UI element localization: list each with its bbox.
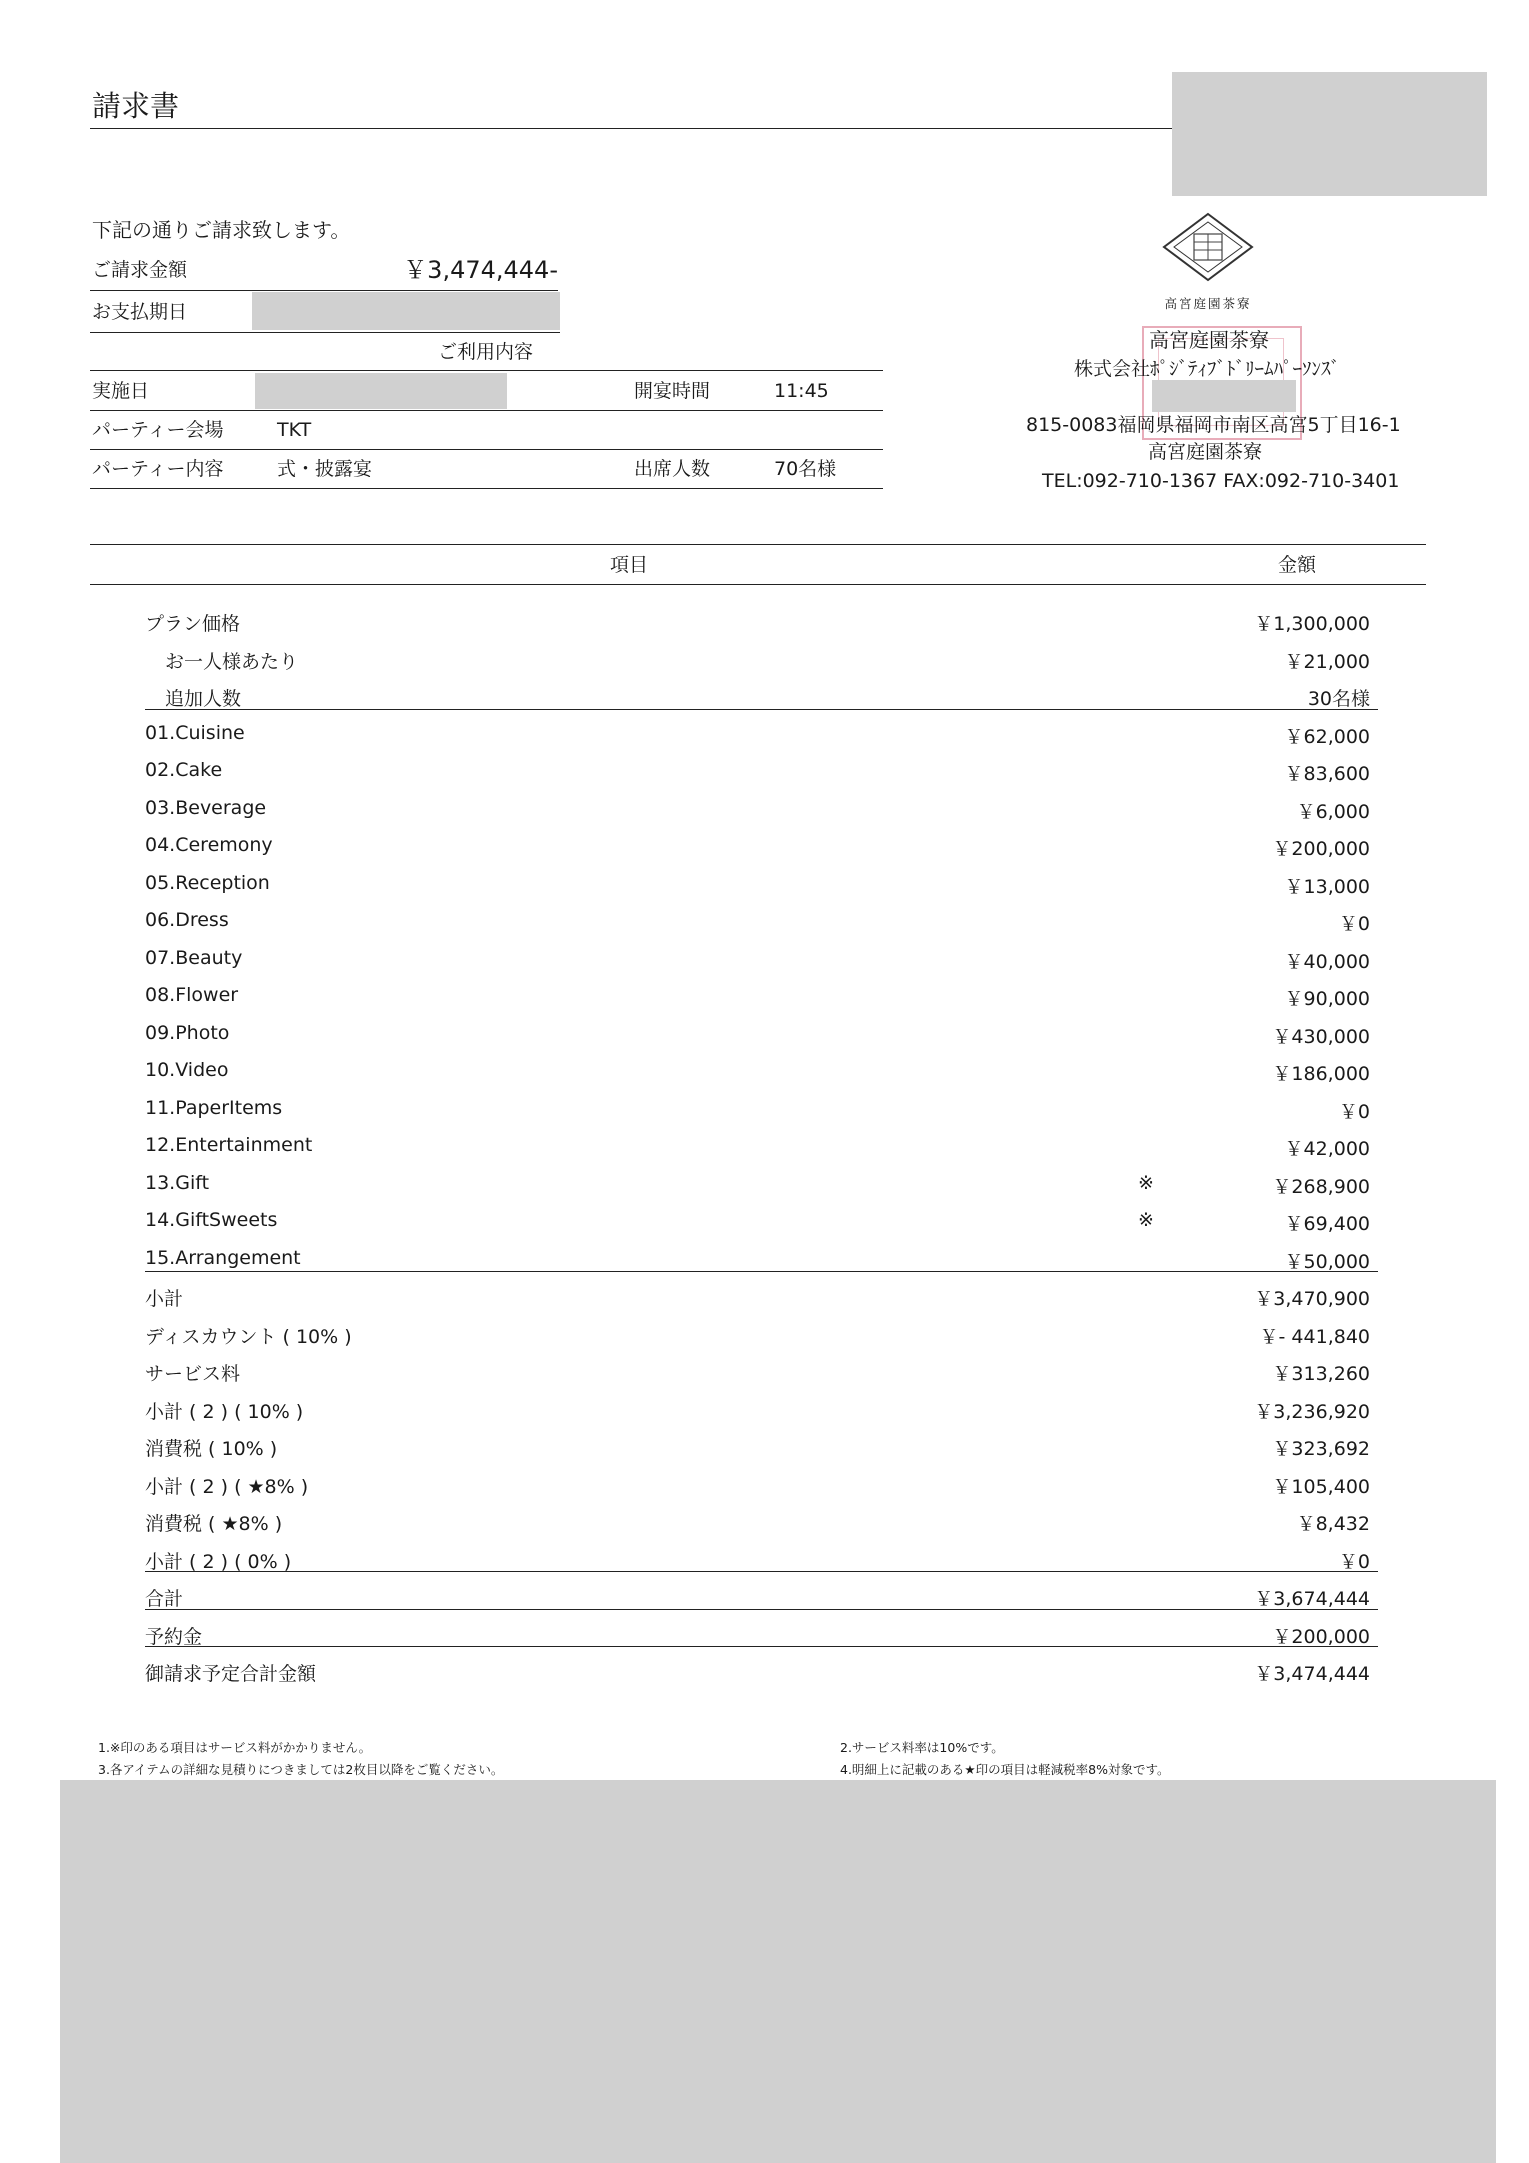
item-row <box>145 1201 1370 1238</box>
summary-row-amount: ￥105,400 <box>1272 1475 1370 1498</box>
summary-row-amount: ￥- 441,840 <box>1259 1325 1370 1348</box>
item-row-amount: ￥42,000 <box>1284 1138 1370 1160</box>
total-row-amount: ￥3,674,444 <box>1254 1588 1370 1610</box>
summary-row-label: 小計 ( 2 ) ( 0% ) <box>145 1550 292 1573</box>
usage-top-rule <box>90 370 883 371</box>
item-row-amount: ￥6,000 <box>1296 800 1370 823</box>
item-row-label: 08.Flower <box>145 984 239 1006</box>
usage-section-title: ご利用内容 <box>438 341 534 363</box>
item-row <box>145 1239 1370 1276</box>
item-row-label: 09.Photo <box>145 1021 230 1044</box>
event-date-redacted <box>255 373 507 409</box>
item-row-amount: ￥186,000 <box>1272 1063 1370 1085</box>
party-content-label: パーティー内容 <box>92 458 224 480</box>
item-row-amount: ￥83,600 <box>1284 763 1370 785</box>
item-row-amount: ￥0 <box>1338 913 1370 935</box>
summary-row <box>145 1539 1370 1576</box>
plan-row <box>145 676 1370 713</box>
summary-row-amount: ￥0 <box>1338 1550 1370 1573</box>
billing-amount-label: ご請求金額 <box>92 259 188 281</box>
deposit-row <box>145 1614 1370 1651</box>
summary-row-label: 小計 ( 2 ) ( 10% ) <box>145 1400 304 1423</box>
due-date-redacted <box>252 292 560 330</box>
item-row-label: 13.Gift <box>145 1171 210 1194</box>
start-time-label: 開宴時間 <box>634 380 711 402</box>
summary-row-amount: ￥323,692 <box>1272 1438 1370 1460</box>
summary-row <box>145 1501 1370 1538</box>
item-row <box>145 1014 1370 1051</box>
billing-amount-rule <box>90 290 558 291</box>
redacted-block-bottom <box>60 1780 1496 2163</box>
note-1: 1.※印のある項目はサービス料がかかりません。 <box>98 1740 372 1755</box>
total-rule <box>145 1609 1378 1610</box>
start-time-value: 11:45 <box>774 380 829 402</box>
due-date-label: お支払期日 <box>92 301 188 323</box>
item-row-amount: ￥40,000 <box>1284 950 1370 973</box>
company-address: 815-0083福岡県福岡市南区高宮5丁目16-1 <box>1026 414 1401 436</box>
item-row-amount: ￥62,000 <box>1284 725 1370 748</box>
company-contact: TEL:092-710-1367 FAX:092-710-3401 <box>1042 470 1400 492</box>
plan-section-rule <box>145 709 1378 710</box>
item-row-label: 14.GiftSweets <box>145 1209 278 1231</box>
item-row-label: 02.Cake <box>145 759 223 781</box>
venue-label: パーティー会場 <box>92 419 224 441</box>
item-row-amount: ￥0 <box>1338 1100 1370 1123</box>
item-row-mark: ※ <box>1138 1209 1154 1231</box>
intro-text: 下記の通りご請求致します。 <box>92 218 351 242</box>
summary-row-label: 消費税 ( ★8% ) <box>145 1513 283 1535</box>
usage-rule-2 <box>90 449 883 450</box>
item-row <box>145 826 1370 863</box>
summary-row <box>145 1276 1370 1313</box>
deposit-rule <box>145 1646 1378 1647</box>
redacted-block-top-right <box>1172 72 1487 196</box>
item-row-label: 07.Beauty <box>145 946 243 969</box>
item-row-amount: ￥90,000 <box>1284 988 1370 1010</box>
document-title: 請求書 <box>92 89 180 123</box>
table-top-rule <box>90 544 1426 545</box>
item-row-label: 15.Arrangement <box>145 1246 301 1269</box>
plan-row <box>145 639 1370 676</box>
total-row-label: 合計 <box>145 1588 184 1610</box>
plan-row-amount: ￥21,000 <box>1284 650 1370 673</box>
company-logo-caption: 高宮庭園茶寮 <box>1164 296 1252 311</box>
summary-row-label: 小計 <box>145 1288 184 1310</box>
item-row <box>145 1089 1370 1126</box>
party-content-value: 式・披露宴 <box>277 458 373 480</box>
company-redacted-line <box>1152 380 1296 412</box>
item-row <box>145 901 1370 938</box>
summary-row <box>145 1314 1370 1351</box>
item-row <box>145 976 1370 1013</box>
usage-rule-1 <box>90 410 883 411</box>
item-row-mark: ※ <box>1138 1171 1154 1194</box>
grand-total-row <box>145 1651 1370 1688</box>
items-section-rule <box>145 1271 1378 1272</box>
plan-row <box>145 601 1370 638</box>
item-row <box>145 864 1370 901</box>
item-row <box>145 789 1370 826</box>
summary-row <box>145 1426 1370 1463</box>
company-name: 株式会社ﾎﾟｼﾞﾃｨﾌﾞﾄﾞﾘｰﾑﾊﾟｰｿﾝｽﾞ <box>1074 358 1341 380</box>
note-3: 3.各アイテムの詳細な見積りにつきましては2枚目以降をご覧ください。 <box>98 1762 504 1777</box>
plan-row-label: プラン価格 <box>145 613 241 635</box>
item-row-label: 10.Video <box>145 1059 229 1081</box>
item-row-label: 05.Reception <box>145 871 270 894</box>
item-row-label: 04.Ceremony <box>145 834 273 856</box>
summary-row-label: サービス料 <box>145 1363 241 1385</box>
summary-row-amount: ￥8,432 <box>1296 1513 1370 1535</box>
attendees-label: 出席人数 <box>634 458 711 480</box>
item-row-amount: ￥430,000 <box>1272 1025 1370 1048</box>
venue-value: TKT <box>277 419 312 441</box>
usage-rule-3 <box>90 488 883 489</box>
table-header-rule <box>90 584 1426 585</box>
summary-row-amount: ￥313,260 <box>1272 1363 1370 1385</box>
total-row <box>145 1576 1370 1613</box>
company-stamp-name: 高宮庭園茶寮 <box>1149 328 1269 352</box>
item-row-amount: ￥268,900 <box>1272 1175 1370 1198</box>
attendees-value: 70名様 <box>774 458 837 480</box>
note-2: 2.サービス料率は10%です。 <box>840 1740 1004 1755</box>
note-4: 4.明細上に記載のある★印の項目は軽減税率8%対象です。 <box>840 1762 1170 1777</box>
item-row <box>145 1164 1370 1201</box>
item-row-label: 03.Beverage <box>145 796 267 819</box>
item-row-label: 12.Entertainment <box>145 1134 313 1156</box>
item-row <box>145 1051 1370 1088</box>
plan-row-amount: ￥1,300,000 <box>1254 613 1370 635</box>
title-underline <box>90 128 1172 129</box>
event-date-label: 実施日 <box>92 380 150 402</box>
plan-row-label: お一人様あたり <box>165 650 299 673</box>
table-header-amount: 金額 <box>1278 554 1317 576</box>
plan-row-amount: 30名様 <box>1307 688 1370 710</box>
summary-row-amount: ￥3,470,900 <box>1254 1288 1370 1310</box>
item-row <box>145 714 1370 751</box>
company-branch: 高宮庭園茶寮 <box>1148 441 1263 463</box>
summary-row-amount: ￥3,236,920 <box>1254 1400 1370 1423</box>
table-header-item: 項目 <box>610 554 649 576</box>
item-row <box>145 751 1370 788</box>
grand-total-row-label: 御請求予定合計金額 <box>145 1663 317 1685</box>
summary-row-label: ディスカウント ( 10% ) <box>145 1325 352 1348</box>
plan-row-label: 追加人数 <box>165 688 242 710</box>
item-row-label: 11.PaperItems <box>145 1096 283 1119</box>
due-date-rule <box>90 332 560 333</box>
item-row-label: 06.Dress <box>145 909 229 931</box>
item-row <box>145 939 1370 976</box>
item-row-amount: ￥200,000 <box>1272 838 1370 860</box>
summary-row <box>145 1351 1370 1388</box>
summary-row-label: 消費税 ( 10% ) <box>145 1438 278 1460</box>
summary-row <box>145 1464 1370 1501</box>
summary-row <box>145 1389 1370 1426</box>
deposit-row-amount: ￥200,000 <box>1272 1625 1370 1648</box>
summary-row-label: 小計 ( 2 ) ( ★8% ) <box>145 1475 309 1498</box>
item-row-label: 01.Cuisine <box>145 721 245 744</box>
billing-amount-value: ￥3,474,444- <box>403 256 558 284</box>
deposit-row-label: 予約金 <box>145 1625 203 1648</box>
company-logo-icon <box>1160 212 1256 282</box>
item-row <box>145 1126 1370 1163</box>
item-row-amount: ￥50,000 <box>1284 1250 1370 1273</box>
item-row-amount: ￥69,400 <box>1284 1213 1370 1235</box>
summary-section-rule <box>145 1571 1378 1572</box>
grand-total-row-amount: ￥3,474,444 <box>1254 1663 1370 1685</box>
item-row-amount: ￥13,000 <box>1284 875 1370 898</box>
